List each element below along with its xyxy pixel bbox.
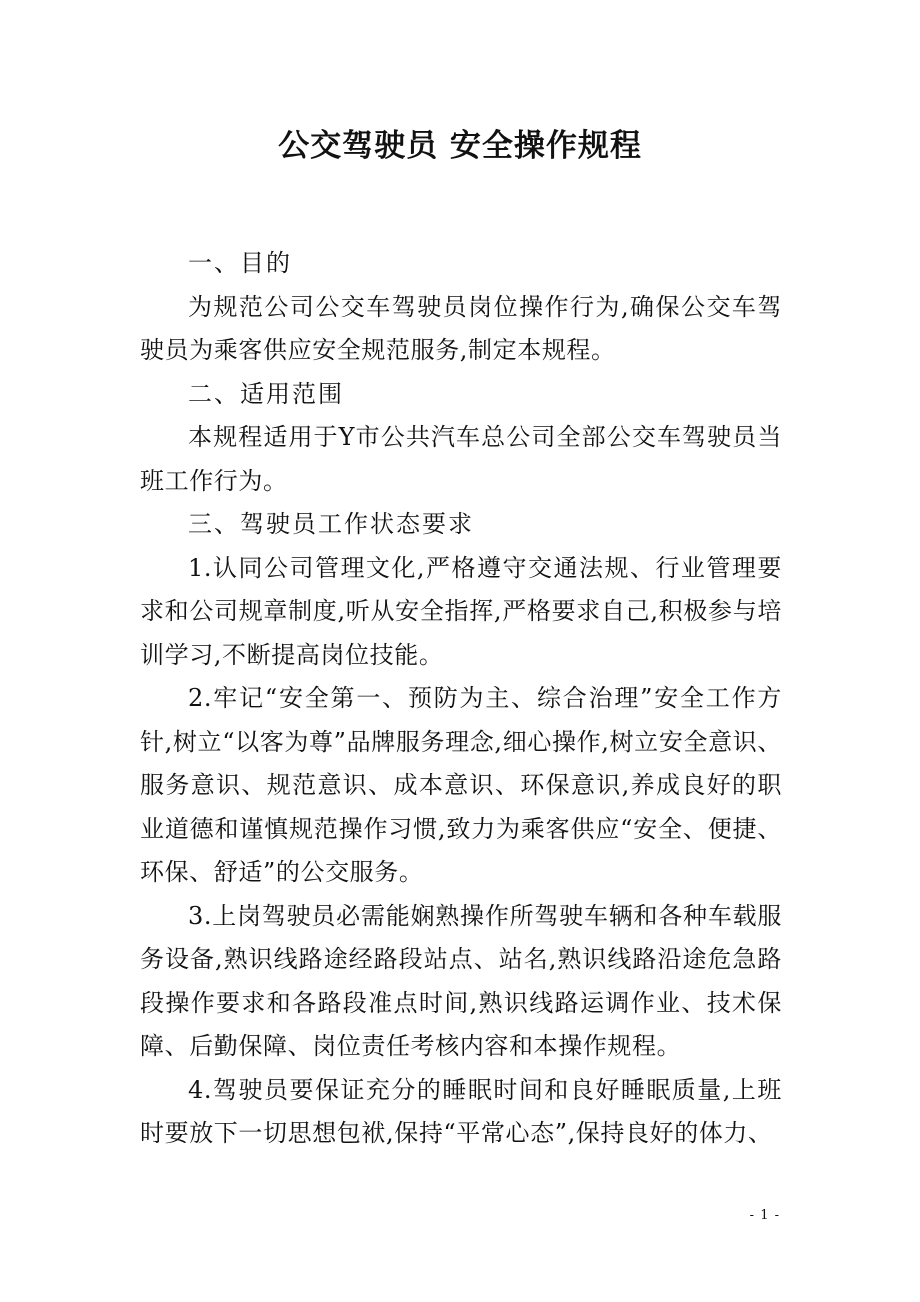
paragraph-item-4: 4.驾驶员要保证充分的睡眠时间和良好睡眠质量,上班时要放下一切思想包袱,保持“平常心态”,保持良好的体力、: [140, 1075, 782, 1147]
document-body: [140, 242, 782, 1156]
section-heading-purpose: 一、目的: [188, 249, 292, 277]
section-heading-requirements: 三、驾驶员工作状态要求: [188, 510, 474, 538]
paragraph-item-2: 2.牢记“安全第一、预防为主、综合治理”安全工作方针,树立“以客为尊”品牌服务理念,细心操作,树立安全意识、服务意识、规范意识、成本意识、环保意识,养成良好的职业道德和谨慎规范操作习惯,致力为乘客供应“安全、便捷、环保、舒适”的公交服务。: [140, 684, 782, 886]
section-heading-scope: 二、适用范围: [188, 379, 344, 408]
page-number: - 1 -: [749, 1208, 780, 1223]
paragraph-scope: 本规程适用于Y市公共汽车总公司全部公交车驾驶员当班工作行为。: [140, 423, 782, 495]
paragraph-item-3: 3.上岗驾驶员必需能娴熟操作所驾驶车辆和各种车载服务设备,熟识线路途经路段站点、站名,熟识线路沿途危急路段操作要求和各路段准点时间,熟识线路运调作业、技术保障、后勤保障、岗位责任考核内容和本操作规程。: [140, 901, 782, 1060]
paragraph-item-1: 1.认同公司管理文化,严格遵守交通法规、行业管理要求和公司规章制度,听从安全指挥,严格要求自己,积极参与培训学习,不断提高岗位技能。: [140, 553, 782, 669]
paragraph-purpose: 为规范公司公交车驾驶员岗位操作行为,确保公交车驾驶员为乘客供应安全规范服务,制定本规程。: [140, 292, 782, 364]
document-title: 公交驾驶员 安全操作规程: [278, 128, 642, 164]
